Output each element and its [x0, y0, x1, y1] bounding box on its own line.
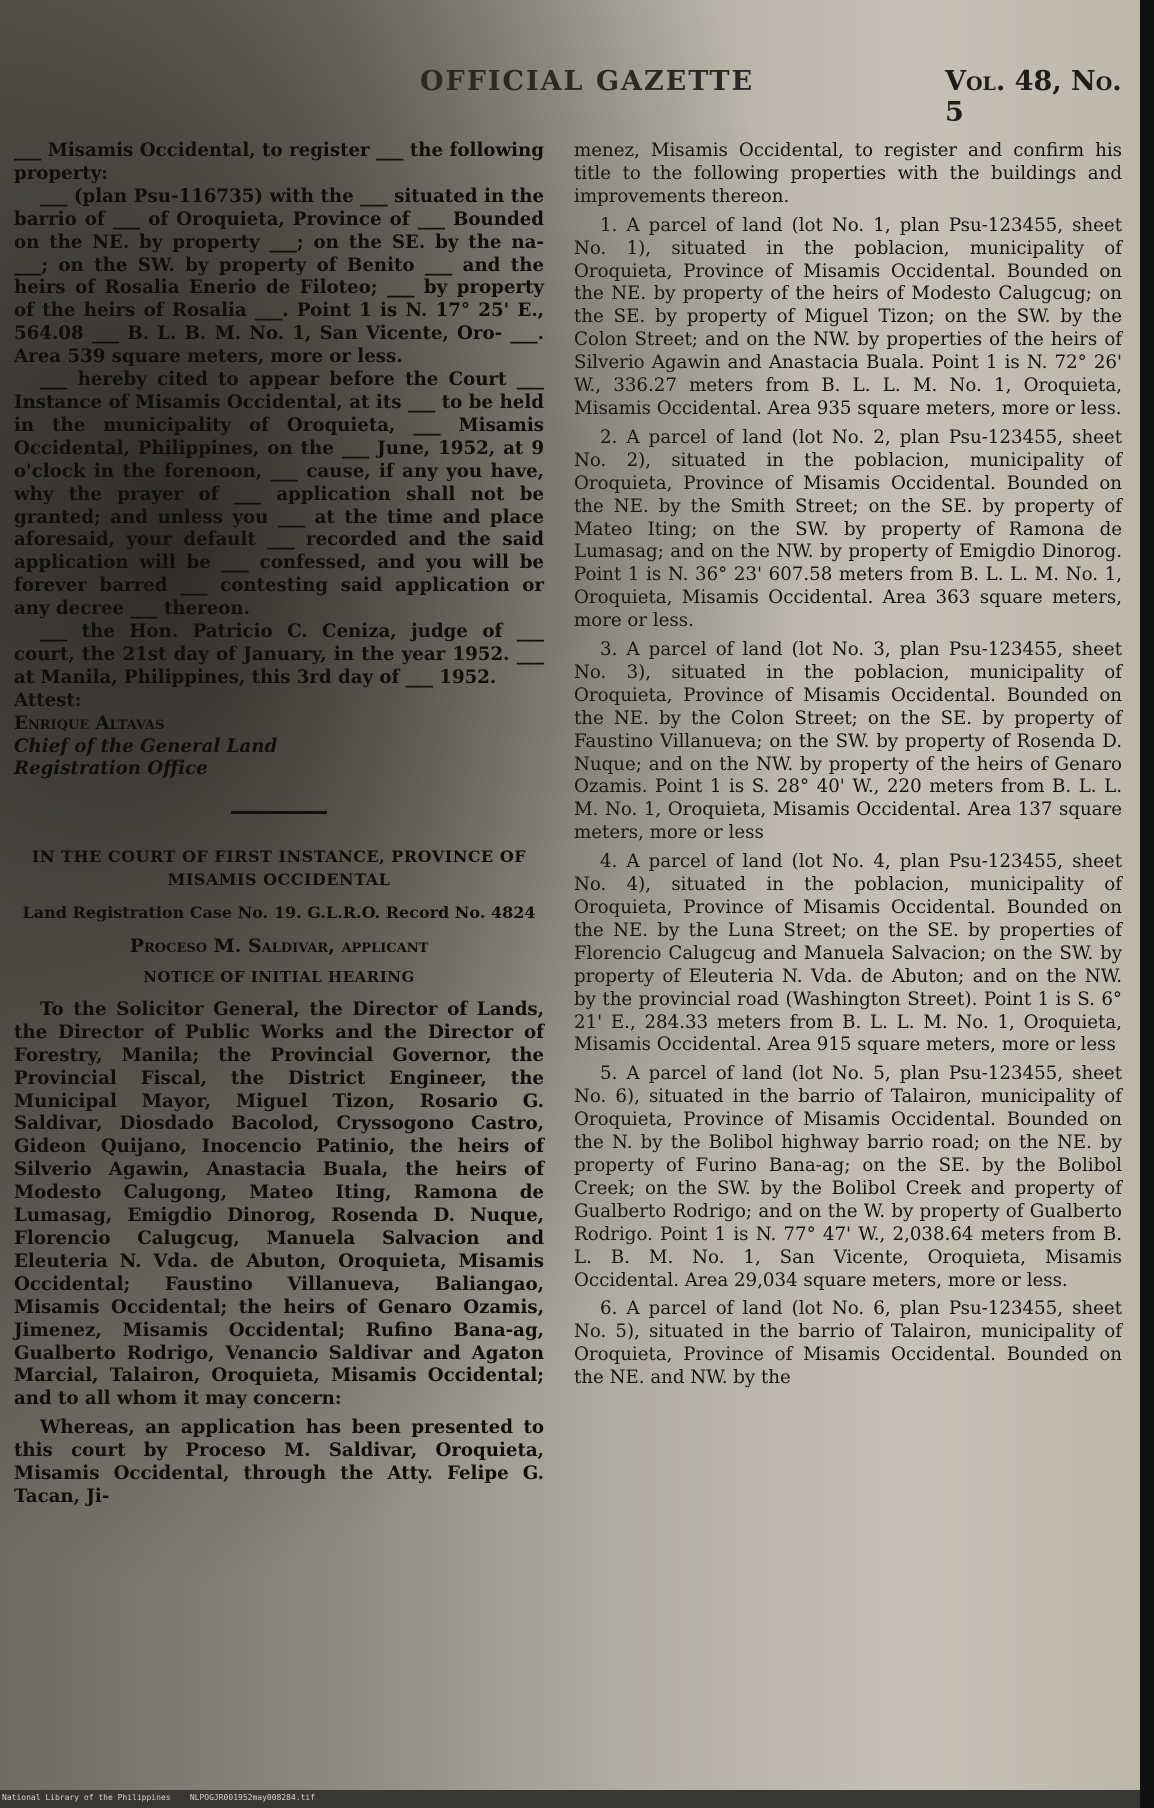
parcel-paragraph: 5. A parcel of land (lot No. 5, plan Psu-123455, sheet No. 6), situated in the barrio of Talairon, municipality of Oroquieta, Province of Misamis Occidental. Bounded on the N. by the Bolibol highway barrio road; on the NE. by property of Furino Bana-ag; on the SE. by the Bolibol Creek; on the SW. by the Bolibol Creek and property of Gualberto Rodrigo; and on the W. by property of Gualberto Rodrigo. Point 1 is N. 77° 47' W., 2,038.64 meters from B. L. B. M. No. 1, San Vicente, Oroquieta, Misamis Occidental. Area 29,034 square meters, more or less.: [574, 1063, 1122, 1291]
parcel-paragraph: 4. A parcel of land (lot No. 4, plan Psu-123455, sheet No. 4), situated in the poblacion, municipality of Oroquieta, Province of Misamis Occidental. Bounded on the NE. by the Luna Street; on the SE. by properties of Florencio Calugcug and Manuela Salvacion; on the SW. by property of Eleuteria N. Vda. de Abuton; and on the NW. by the provincial road (Washington Street). Point 1 is S. 6° 21' E., 284.33 meters from B. L. L. M. No. 1, Oroquieta, Misamis Occidental. Area 915 square meters, more or less: [574, 851, 1122, 1056]
publication-title: OFFICIAL GAZETTE: [420, 66, 755, 97]
left-column: [14, 140, 544, 1509]
section-divider: [231, 811, 327, 814]
parcel-paragraph: 6. A parcel of land (lot No. 6, plan Psu-123455, sheet No. 5), situated in the barrio of Talairon, municipality of Oroquieta, Province of Misamis Occidental. Bounded on the NE. and NW. by the: [574, 1298, 1122, 1389]
addressees-paragraph: To the Solicitor General, the Director of Lands, the Director of Public Works and the Director of Forestry, Manila; the Provincial Governor, the Provincial Fiscal, the District Engineer, the Municipal Mayor, Miguel Tizon, Rosario G. Saldivar, Diosdado Bacolod, Cryssogono Castro, Gideon Quijano, Inocencio Patinio, the heirs of Silverio Agawin, Anastacia Buala, the heirs of Modesto Calugong, Mateo Iting, Ramona de Lumasag, Emigdio Dinorog, Rosenda D. Nuque, Florencio Calugcug, Manuela Salvacion and Eleuteria N. Vda. de Abuton, Oroquieta, Misamis Occidental; Faustino Villanueva, Baliangao, Misamis Occidental; the heirs of Genaro Ozamis, Jimenez, Misamis Occidental; Rufino Bana-ag, Gualberto Rodrigo, Venancio Saldivar and Agaton Marcial, Talairon, Oroquieta, Misamis Occidental; and to all whom it may concern:: [14, 998, 544, 1410]
signatory-name: Enrique Altavas: [14, 712, 165, 734]
application-intro: menez, Misamis Occidental, to register and confirm his title to the following properties with the buildings and improvements thereon.: [574, 140, 1122, 207]
volume-number: Vol. 48, No. 5: [945, 66, 1122, 128]
whereas-paragraph: Whereas, an application has been presented to this court by Proceso M. Saldivar, Oroquieta, Misamis Occidental, through the Atty. Felipe G. Tacan, Ji-: [14, 1417, 544, 1507]
parcel-paragraph: 3. A parcel of land (lot No. 3, plan Psu-123455, sheet No. 3), situated in the poblacion, municipality of Oroquieta, Province of Misamis Occidental. Bounded on the NE. by the Colon Street; on the SE. by property of Faustino Villanueva; on the SW. by property of Rosenda D. Nuque; and on the NW. by property of the heirs of Genaro Ozamis. Point 1 is S. 28° 40' W., 220 meters from B. L. L. M. No. 1, Oroquieta, Misamis Occidental. Area 137 square meters, more or less: [574, 639, 1122, 844]
applicant-line: Proceso M. Saldivar, applicant: [129, 935, 429, 958]
court-heading: IN THE COURT OF FIRST INSTANCE, PROVINCE OF MISAMIS OCCIDENTAL: [31, 847, 527, 890]
left-paragraph-3: ___ hereby cited to appear before the Court ___ Instance of Misamis Occidental, at its ___ to be held in the municipality of Oroquieta, ___ Misamis Occidental, Philippines, on the ___ June, 1952, at 9 o'clock in the forenoon, ___ cause, if any you have, why the prayer of ___ application shall not be granted; and unless you ___ at the time and place aforesaid, your default ___ recorded and the said application will be ___ confessed, and you will be forever barred ___ contesting said application or any decree ___ thereon.: [14, 369, 544, 620]
left-paragraph-4: ___ the Hon. Patricio C. Ceniza, judge of ___ court, the 21st day of January, in the year 1952. ___ at Manila, Philippines, this 3rd day of ___ 1952.: [14, 621, 544, 688]
left-paragraph-2: ___ (plan Psu-116735) with the ___ situated in the barrio of ___ of Oroquieta, Province of ___ Bounded on the NE. by property ___; on the SE. by the na- ___; on the SW. by property of Benito ___ and the heirs of Rosalia Enerio de Filoteo; ___ by property of the heirs of Rosalia ___. Point 1 is N. 17° 25' E., 564.08 ___ B. L. B. M. No. 1, San Vicente, Oro- ___. Area 539 square meters, more or less.: [14, 185, 544, 368]
scan-footer: National Library of the Philippines NLPOGJR001952may008284.tif: [2, 1793, 316, 1802]
page-header: [0, 62, 1140, 128]
right-column: [574, 140, 1122, 1390]
case-number: Land Registration Case No. 19. G.L.R.O. Record No. 4824: [22, 903, 536, 923]
left-paragraph-1: ___ Misamis Occidental, to register ___ the following property:: [14, 140, 544, 184]
attest-label: Attest:: [14, 689, 82, 711]
scan-edge: [1140, 0, 1154, 1808]
parcel-paragraph: 2. A parcel of land (lot No. 2, plan Psu-123455, sheet No. 2), situated in the poblacion, municipality of Oroquieta, Province of Misamis Occidental. Bounded on the NE. by the Smith Street; on the SE. by property of Mateo Iting; on the SW. by property of Ramona de Lumasag; and on the NW. by property of Emigdio Dinorog. Point 1 is N. 36° 23' 607.58 meters from B. L. L. M. No. 1, Oroquieta, Misamis Occidental. Area 363 square meters, more or less.: [574, 426, 1122, 632]
notice-heading: NOTICE OF INITIAL HEARING: [143, 968, 415, 986]
signatory-title-line-2: Registration Office: [14, 758, 208, 780]
parcel-paragraph: 1. A parcel of land (lot No. 1, plan Psu-123455, sheet No. 1), situated in the poblacion, municipality of Oroquieta, Province of Misamis Occidental. Bounded on the NE. by property of the heirs of Modesto Calugcug; on the SE. by property of Miguel Tizon; on the SW. by the Colon Street; and on the NW. by properties of the heirs of Silverio Agawin and Anastacia Buala. Point 1 is N. 72° 26' W., 336.27 meters from B. L. L. M. No. 1, Oroquieta, Misamis Occidental. Area 935 square meters, more or less.: [574, 214, 1122, 419]
signatory-title-line-1: Chief of the General Land: [14, 735, 278, 757]
